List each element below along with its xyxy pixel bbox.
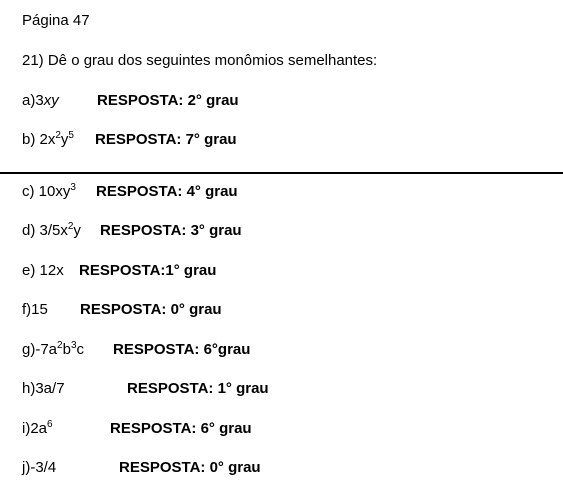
item-g-answer: RESPOSTA: 6°grau [113,341,251,358]
item-a-variables: xy [43,92,59,109]
item-e-answer: RESPOSTA:1° grau [79,262,217,279]
item-b-label: b) 2x [22,131,56,148]
item-g-var2: c [76,341,84,358]
item-b-exp2: 5 [68,130,74,141]
item-d-exp1: 2 [67,221,74,232]
item-j [22,459,56,477]
item-i-label: i)2a [22,420,48,437]
item-f-label: f)15 [22,301,48,318]
item-i [22,420,53,438]
item-h-label: h)3a/7 [22,380,65,397]
item-d-answer: RESPOSTA: 3° grau [100,222,242,239]
item-h-answer: RESPOSTA: 1° grau [127,380,269,397]
item-j-label: j)-3/4 [22,459,57,476]
item-b-answer: RESPOSTA: 7° grau [95,131,237,148]
item-d-var: y [73,222,81,239]
item-f-answer: RESPOSTA: 0° grau [80,301,222,318]
item-f [22,301,48,319]
item-e-label: e) 12x [22,262,64,279]
item-c-exp1: 3 [70,182,76,193]
item-e [22,262,64,280]
item-b-exp1: 2 [55,130,61,141]
item-h [22,380,65,398]
item-j-answer: RESPOSTA: 0° grau [119,459,261,476]
item-c-label: c) 10xy [22,183,71,200]
item-c [22,183,76,201]
item-g [22,341,84,359]
page-label: Página 47 [22,12,90,29]
item-g-label: g)-7a [22,341,58,358]
item-g-exp1: 2 [57,340,63,351]
item-b-var: y [60,131,69,148]
item-c-answer: RESPOSTA: 4° grau [96,183,238,200]
item-a-answer: RESPOSTA: 2° grau [97,92,239,109]
divider-line [0,172,563,174]
item-i-answer: RESPOSTA: 6° grau [110,420,252,437]
item-b [22,131,74,149]
item-d-label: d) 3/5x [22,222,68,239]
item-a [22,92,59,110]
item-g-var: b [62,341,71,358]
item-i-exp1: 6 [47,419,53,430]
item-a-label: a)3 [22,92,44,109]
question-heading: 21) Dê o grau dos seguintes monômios semelhantes: [22,52,378,69]
item-d [22,222,81,240]
item-g-exp2: 3 [70,340,77,351]
